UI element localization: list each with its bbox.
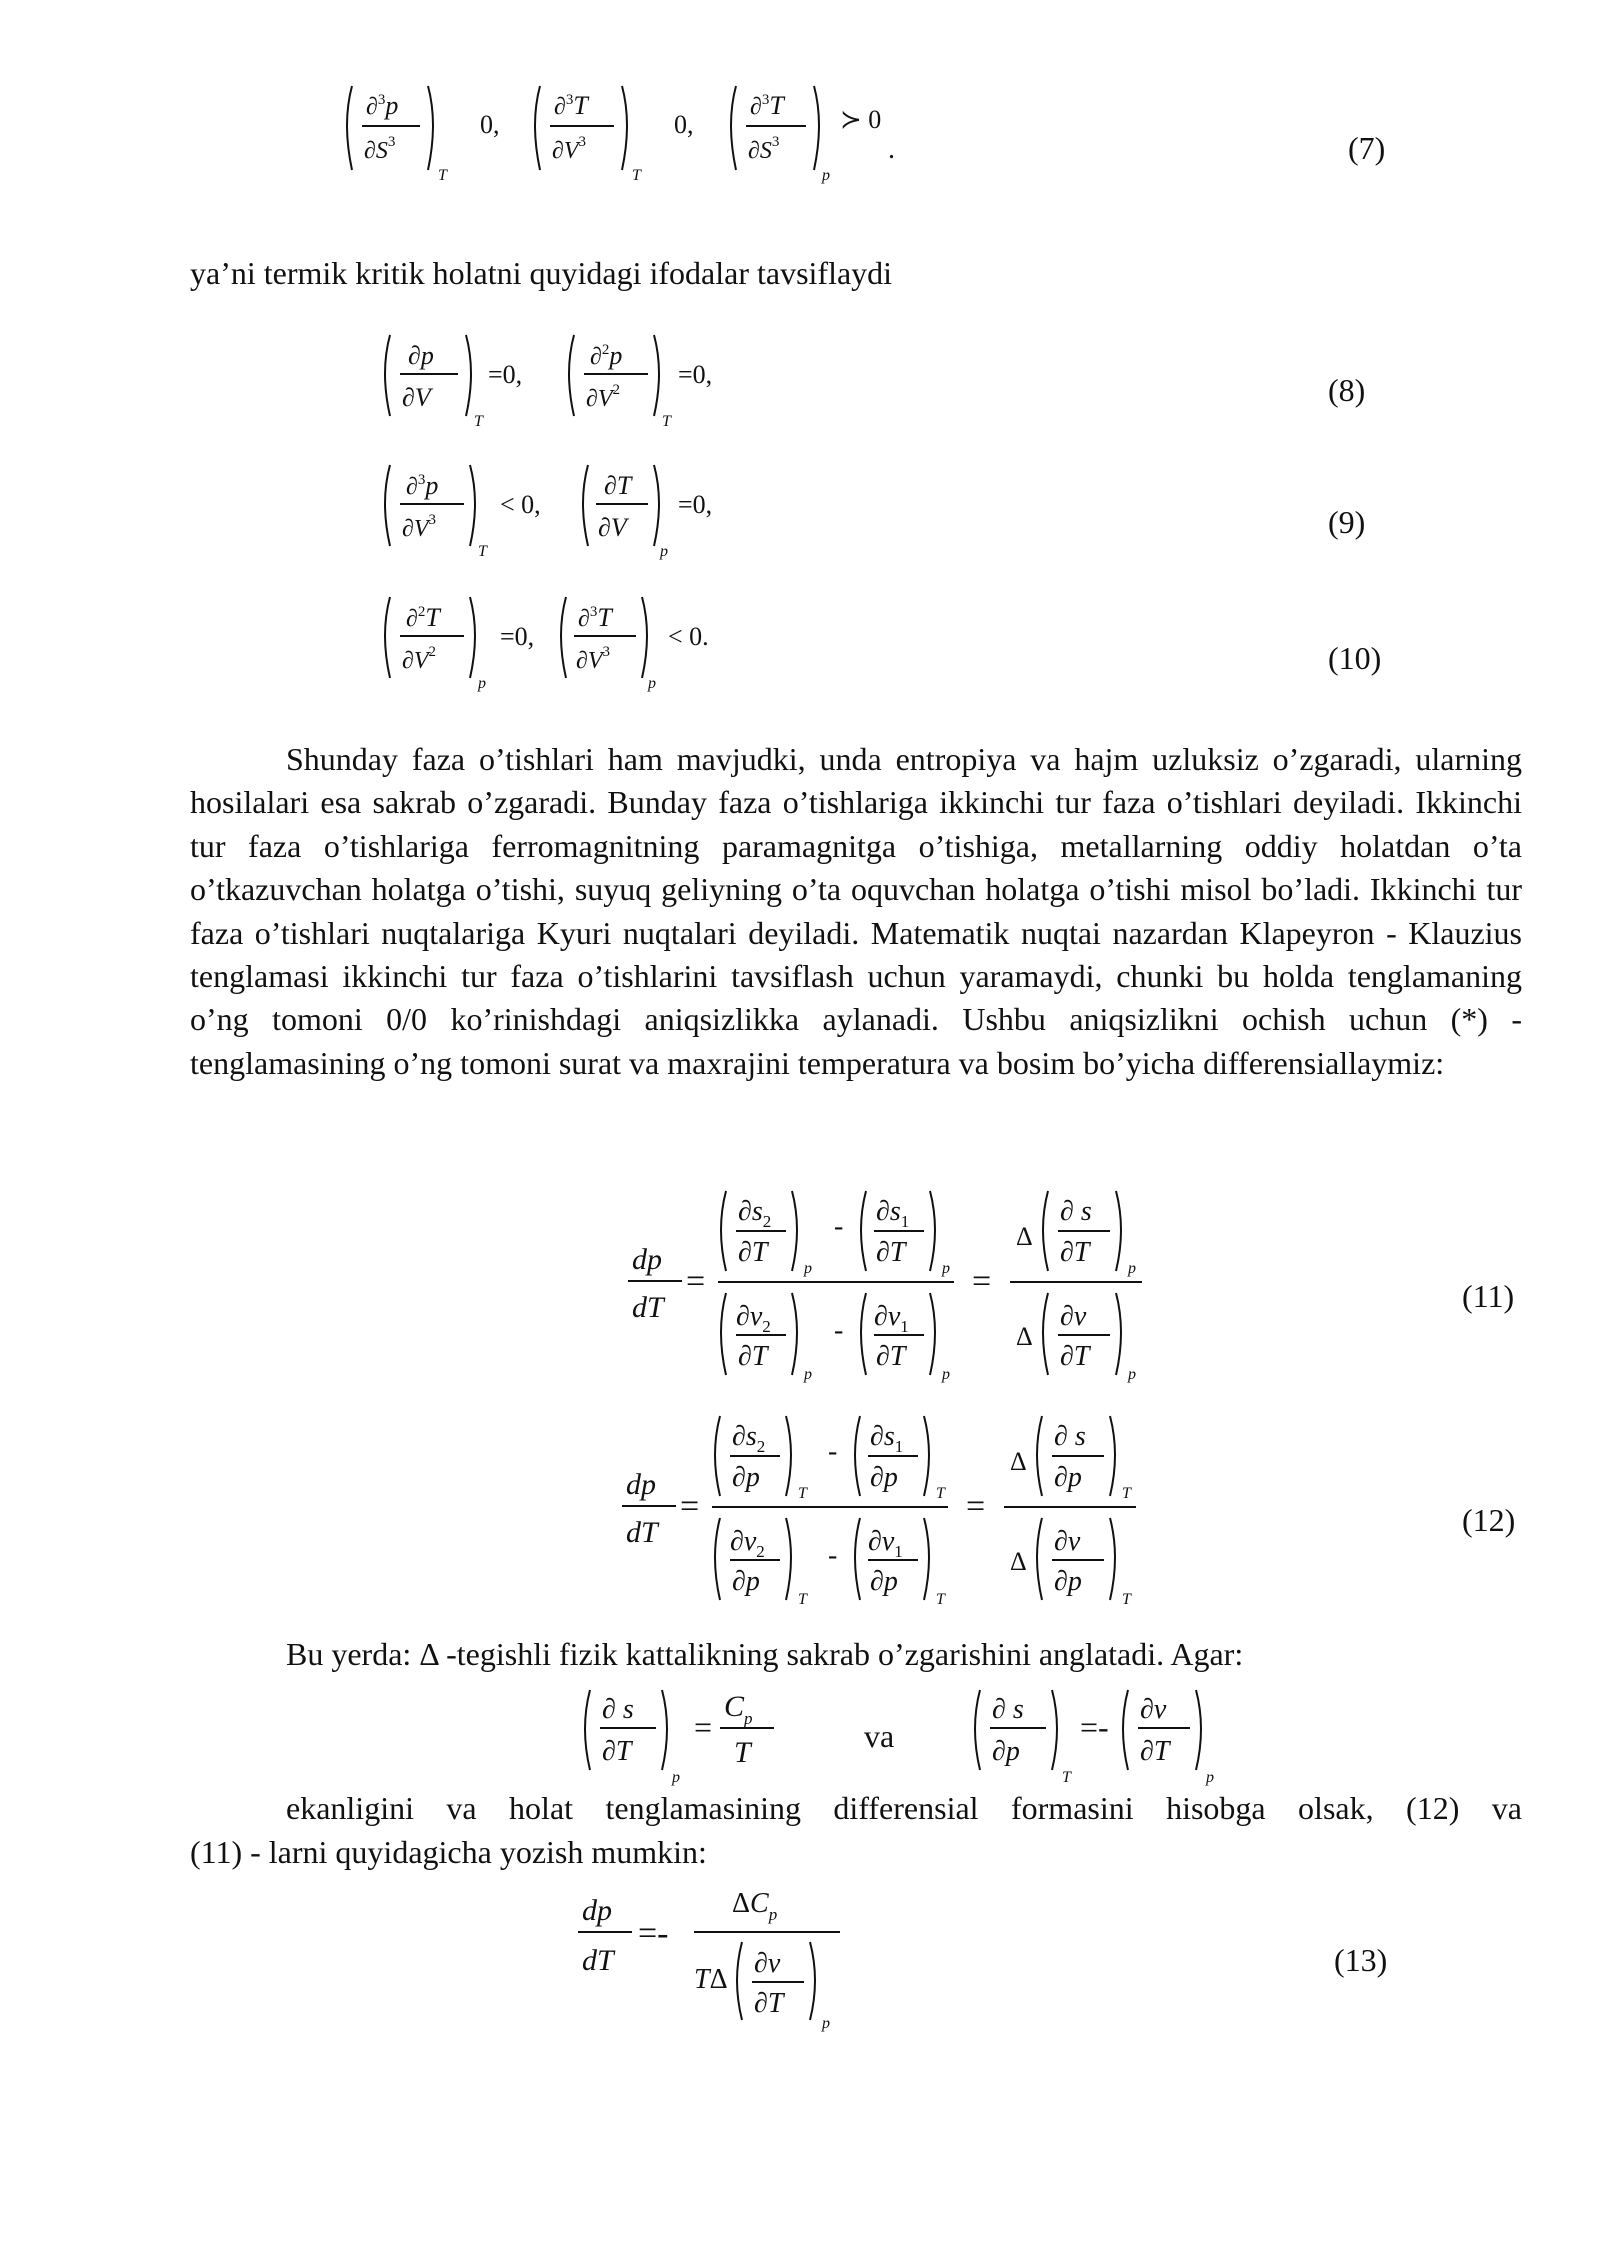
svg-text:dp: dp [632,1243,662,1276]
eq7-end: . [888,134,895,165]
svg-text:dT: dT [632,1291,664,1324]
cp-relation [578,1682,798,1792]
svg-text:∂v: ∂v [1054,1526,1081,1557]
svg-text:-: - [834,1315,844,1346]
svg-text:∂p: ∂p [1054,1462,1082,1493]
svg-text:p: p [478,675,486,692]
svg-text:∂p: ∂p [732,1566,760,1597]
svg-text:p: p [672,1769,680,1786]
svg-text:T: T [662,413,671,430]
svg-text:∂S3: $\partial S^3$ [748,134,780,164]
svg-text:dp: dp [582,1894,612,1927]
svg-text:∂p: ∂p [1054,1566,1082,1597]
svg-text:∂p: ∂p [870,1462,898,1493]
equation-11 [620,1185,1180,1405]
svg-text:∂s2: $\partial s_2$ [738,1196,772,1231]
svg-text:∂V: ∂V [598,513,627,542]
svg-text:∂v1: $\partial v_1$ [874,1301,909,1336]
equation-number-10: (10) [1328,640,1382,676]
svg-text:T: T [798,1591,807,1608]
svg-text:ΔCp: $\Delta C_p$ [732,1888,778,1924]
equation-7 [340,78,1040,188]
svg-text:∂T: ∂T [738,1237,768,1268]
svg-text:=: = [966,1488,986,1525]
equation-number-11: (11) [1462,1278,1515,1314]
svg-text:=-: =- [1080,1709,1109,1745]
svg-text:∂ s: ∂ s [992,1694,1024,1725]
svg-text:p: p [804,1260,812,1277]
svg-text:∂v2: $\partial v_2$ [736,1301,771,1336]
svg-text:p: p [1206,1769,1214,1786]
ds-dp-relation [968,1682,1228,1792]
svg-text:T: T [1062,1769,1071,1786]
svg-text:dp: dp [626,1468,656,1501]
svg-text:∂T: ∂T [876,1237,906,1268]
equation-10 [378,592,778,692]
eq9-rel-1: < 0, [500,490,541,519]
svg-text:Cp: $C_p$ [724,1690,753,1728]
svg-text:T: T [474,413,483,430]
eq10-rel-1: =0, [500,622,535,651]
svg-text:dT: dT [582,1944,614,1977]
svg-text:p: p [822,2015,830,2032]
svg-text:∂3p: ∂$^3$p [366,91,399,120]
svg-text:∂T: ∂T [1060,1237,1090,1268]
svg-text:∂p: ∂p [870,1566,898,1597]
va-text: va [864,1718,895,1754]
intro-text: ya’ni termik kritik holatni quyidagi ifodalar tavsiflaydi [190,255,893,291]
equation-number-12: (12) [1462,1502,1516,1538]
svg-text:∂v1: $\partial v_1$ [868,1526,903,1561]
svg-text:=: = [972,1263,992,1300]
svg-text:T: T [734,1736,751,1769]
svg-text:p: p [822,167,830,184]
svg-text:TΔ: TΔ [694,1964,728,1995]
svg-text:Δ: Δ [1016,1222,1033,1251]
equation-number-13: (13) [1334,1942,1388,1978]
svg-text:∂s1: $\partial s_1$ [870,1421,904,1456]
eq9-rel-2: =0, [678,490,713,519]
svg-text:T: T [798,1485,807,1502]
svg-text:∂v: ∂v [1060,1301,1087,1332]
svg-text:T: T [478,543,487,560]
svg-text:∂T: ∂T [754,1988,784,2019]
svg-text:=: = [680,1488,700,1525]
svg-text:p: p [660,543,668,560]
svg-text:-: - [828,1540,838,1571]
bu-yerda-text: Bu yerda: Δ -tegishli fizik kattalikning sakrab o’zgarishini anglatadi. Agar: [286,1636,1244,1672]
svg-text:T: T [936,1485,945,1502]
svg-text:∂3T: ∂$^3$T [578,603,612,632]
svg-text:∂s1: $\partial s_1$ [876,1196,910,1231]
eq7-zero-1: 0, [480,110,500,139]
svg-text:∂v: ∂v [1140,1694,1167,1725]
svg-text:=: = [694,1709,713,1745]
eq8-rel-2: =0, [678,360,713,389]
eq7-zero-2: 0, [674,110,694,139]
svg-text:∂p: ∂p [992,1736,1020,1767]
eq8-rel-1: =0, [488,360,523,389]
svg-text:∂V: ∂V [402,383,431,412]
svg-text:p: p [1128,1366,1136,1383]
svg-text:∂2T: ∂$^2$T [406,603,440,632]
svg-text:T: T [632,167,641,184]
svg-text:∂ s: ∂ s [602,1694,634,1725]
svg-text:p: p [942,1366,950,1383]
equation-12 [614,1410,1174,1630]
svg-text:∂T: ∂T [876,1341,906,1372]
svg-text:∂T: ∂T [1060,1341,1090,1372]
svg-text:∂3T: ∂$^3$T [554,91,588,120]
equation-9 [378,460,778,560]
svg-text:∂p: ∂p [408,341,434,370]
svg-text:Δ: Δ [1010,1547,1027,1576]
svg-text:p: p [648,675,656,692]
svg-text:∂T: ∂T [604,471,632,500]
svg-text:∂V2: $\partial V^2$ [586,382,621,412]
svg-text:∂v2: $\partial v_2$ [730,1526,765,1561]
svg-text:∂3T: ∂$^3$T [750,91,784,120]
equation-13 [570,1880,870,2040]
eq7-rel-3: ≻ 0 [840,105,882,134]
svg-text:∂T: ∂T [602,1736,632,1767]
svg-text:dT: dT [626,1516,658,1549]
svg-text:∂V2: $\partial V^2$ [402,644,437,674]
svg-text:p: p [942,1260,950,1277]
eq10-rel-2: < 0. [668,622,709,651]
svg-text:∂T: ∂T [1140,1736,1170,1767]
svg-text:∂ s: ∂ s [1060,1196,1092,1227]
svg-text:∂2p: ∂$^2$p [590,341,623,370]
body-paragraph: Shunday faza o’tishlari ham mavjudki, unda entropiya va hajm uzluksiz o’zgaradi, ularning hosilalari esa sakrab o’zgaradi. Bunday faza o’tishlariga ikkinchi tur faza o’tishlari deyiladi. Ikkinchi tur faza o’tishlariga ferromagnitning paramagnitga o’tishiga, metallarning oddiy holatdan o’ta o’tkazuvchan holatga o’tishi, suyuq geliyning o’ta oquvchan holatga o’tishi misol bo’ladi. Ikkinchi tur faza o’tishlari nuqtalariga Kyuri nuqtalari deyiladi. Matematik nuqtai nazardan Klapeyron - Klauzius tenglamasi ikkinchi tur faza o’tishlarini tavsiflash uchun yaramaydi, chunki bu holda tenglamaning o’ng tomoni 0/0 ko’rinishdagi aniqsizlikka aylanadi. Ushbu aniqsizlikni ochish uchun (*) - tenglamasining o’ng tomoni surat va maxrajini temperatura va bosim bo’yicha differensiallaymiz: [190,741,1522,1081]
ekanligini-line-2: (11) - larni quyidagicha yozish mumkin: [190,1834,707,1870]
equation-8 [378,330,778,430]
svg-text:T: T [936,1591,945,1608]
svg-text:∂3p: ∂$^3$p [406,471,439,500]
svg-text:∂T: ∂T [738,1341,768,1372]
svg-text:-: - [828,1436,838,1467]
svg-text:-: - [834,1211,844,1242]
svg-text:T: T [1122,1485,1131,1502]
ekanligini-line-1: ekanligini va holat tenglamasining differensial formasini hisobga olsak, (12) va [286,1790,1522,1826]
svg-text:∂V3: $\partial V^3$ [576,644,611,674]
svg-text:=-: =- [638,1915,669,1952]
equation-number-8: (8) [1328,372,1366,408]
svg-text:∂s2: $\partial s_2$ [732,1421,766,1456]
svg-text:Δ: Δ [1010,1447,1027,1476]
svg-text:∂p: ∂p [732,1462,760,1493]
svg-text:=: = [686,1263,706,1300]
svg-text:∂ s: ∂ s [1054,1421,1086,1452]
svg-text:T: T [438,167,447,184]
svg-text:∂V3: $\partial V^3$ [552,134,587,164]
equation-number-9: (9) [1328,504,1366,540]
svg-text:p: p [804,1366,812,1383]
svg-text:∂S3: $\partial S^3$ [364,134,396,164]
svg-text:∂V3: $\partial V^3$ [402,512,437,542]
svg-text:∂v: ∂v [754,1948,781,1979]
svg-text:T: T [1122,1591,1131,1608]
svg-text:Δ: Δ [1016,1322,1033,1351]
equation-number-7: (7) [1348,130,1386,166]
svg-text:p: p [1128,1260,1136,1277]
